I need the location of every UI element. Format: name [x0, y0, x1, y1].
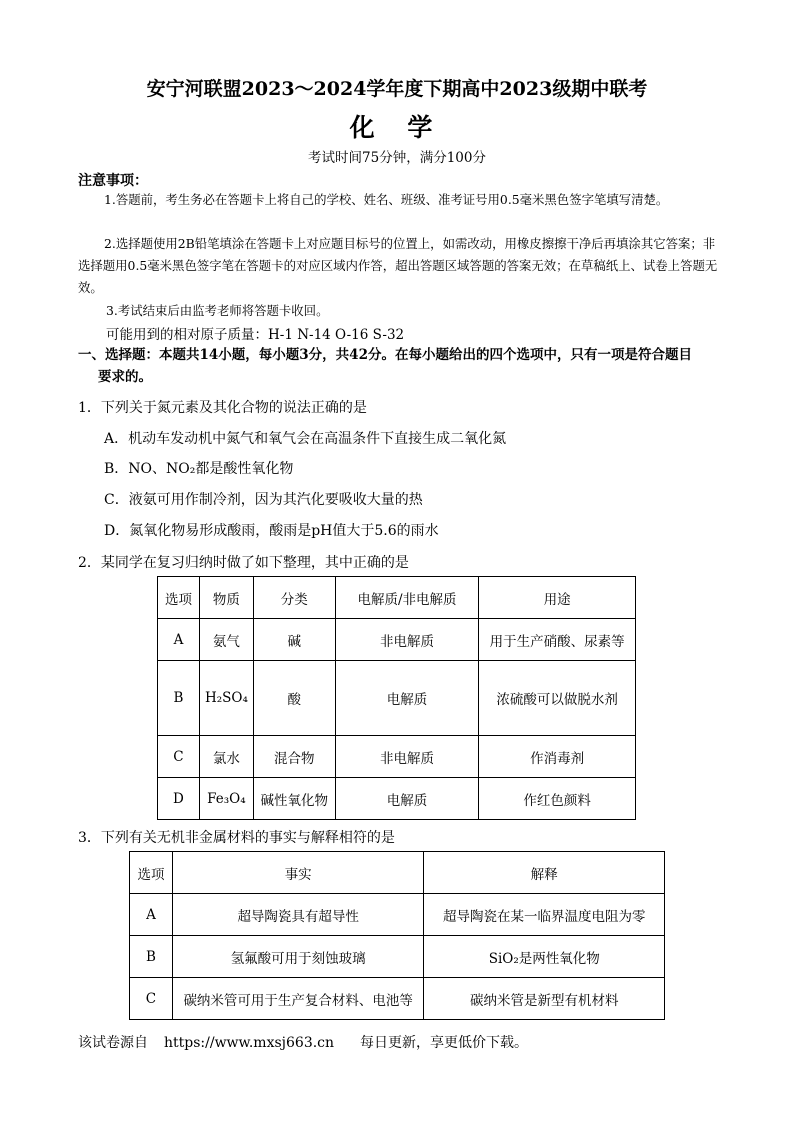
table-cell: 非电解质: [335, 736, 479, 778]
table-cell: C: [158, 736, 200, 778]
table-cell: 作红色颜料: [479, 778, 636, 820]
table-cell: A: [130, 894, 173, 936]
table-header-cell: 选项: [130, 852, 173, 894]
exam-time: 考试时间75分钟，满分100分: [308, 150, 486, 166]
section-1-heading: [78, 344, 726, 388]
q1-stem: 1．下列关于氮元素及其化合物的说法正确的是: [78, 400, 367, 416]
notice-item-3: 3.考试结束后由监考老师将答题卡收回。: [106, 303, 329, 318]
q1-option-c: C．液氨可用作制冷剂，因为其汽化要吸收大量的热: [104, 492, 423, 508]
table-header-cell: 选项: [158, 577, 200, 619]
q1-option-a: A．机动车发动机中氮气和氧气会在高温条件下直接生成二氧化氮: [104, 431, 507, 447]
table-cell: Fe₃O₄: [199, 778, 253, 820]
table-cell: A: [158, 619, 200, 661]
notice-item-1: 1.答题前，考生务必在答题卡上将自己的学校、姓名、班级、准考证号用0.5毫米黑色签字笔填写清楚。: [104, 192, 669, 207]
table-row: [158, 661, 636, 736]
table-cell: 电解质: [335, 778, 479, 820]
table-cell: 作消毒剂: [479, 736, 636, 778]
exam-title: 安宁河联盟2023～2024学年度下期高中2023级期中联考: [146, 78, 648, 100]
q2-stem: 2．某同学在复习归纳时做了如下整理，其中正确的是: [78, 555, 409, 571]
table-cell: H₂SO₄: [199, 661, 253, 736]
table-row: [130, 936, 665, 978]
table-cell: 氨气: [199, 619, 253, 661]
q2-table: [157, 576, 636, 820]
table-cell: 超导陶瓷在某一临界温度电阻为零: [424, 894, 665, 936]
section-1-text-cont: 要求的。: [98, 369, 152, 385]
table-cell: 碳纳米管是新型有机材料: [424, 978, 665, 1020]
table-cell: 超导陶瓷具有超导性: [172, 894, 424, 936]
q3-stem: 3．下列有关无机非金属材料的事实与解释相符的是: [78, 830, 395, 846]
notice-item-2: 2.选择题使用2B铅笔填涂在答题卡上对应题目标号的位置上，如需改动，用橡皮擦擦干净后再填涂其它答案；非选择题用0.5毫米黑色签字笔在答题卡的对应区域内作答，超出答题区域答题的答案无效；在草稿纸上、试卷上答题无效。: [78, 236, 718, 295]
table-cell: 碱: [253, 619, 335, 661]
subject-title: 化 学: [349, 113, 445, 142]
q1-option-d: D．氮氧化物易形成酸雨，酸雨是pH值大于5.6的雨水: [104, 523, 439, 539]
table-header-cell: 用途: [479, 577, 636, 619]
table-cell: 碱性氧化物: [253, 778, 335, 820]
table-cell: 氢氟酸可用于刻蚀玻璃: [172, 936, 424, 978]
table-header-cell: 解释: [424, 852, 665, 894]
q1-option-b: B．NO、NO₂都是酸性氧化物: [104, 461, 294, 477]
table-cell: 混合物: [253, 736, 335, 778]
footer-url-link[interactable]: https://www.mxsj663.cn: [164, 1035, 335, 1051]
table-cell: D: [158, 778, 200, 820]
table-row: [158, 736, 636, 778]
table-cell: 非电解质: [335, 619, 479, 661]
table-header-row: [130, 852, 665, 894]
table-header-cell: 电解质/非电解质: [335, 577, 479, 619]
q3-table: [129, 851, 665, 1020]
table-cell: B: [158, 661, 200, 736]
table-header-cell: 事实: [172, 852, 424, 894]
section-1-label: 一、选择题：: [78, 347, 159, 363]
table-cell: 用于生产硝酸、尿素等: [479, 619, 636, 661]
notice-heading: 注意事项：: [78, 173, 148, 189]
atomic-masses: 可能用到的相对原子质量：H-1 N-14 O-16 S-32: [106, 327, 405, 343]
table-row: [158, 619, 636, 661]
table-cell: B: [130, 936, 173, 978]
table-row: [158, 778, 636, 820]
table-cell: 浓硫酸可以做脱水剂: [479, 661, 636, 736]
table-row: [130, 978, 665, 1020]
footer-source: 该试卷源自: [78, 1035, 148, 1051]
table-header-row: [158, 577, 636, 619]
footer: [78, 1032, 528, 1052]
table-header-cell: 物质: [199, 577, 253, 619]
footer-slogan: 每日更新，享更低价下载。: [360, 1035, 529, 1051]
section-1-text: 本题共14小题，每小题3分，共42分。在每小题给出的四个选项中，只有一项是符合题目: [159, 347, 692, 363]
table-cell: 碳纳米管可用于生产复合材料、电池等: [172, 978, 424, 1020]
table-cell: 酸: [253, 661, 335, 736]
table-cell: C: [130, 978, 173, 1020]
table-row: [130, 894, 665, 936]
table-cell: SiO₂是两性氧化物: [424, 936, 665, 978]
table-cell: 氯水: [199, 736, 253, 778]
table-header-cell: 分类: [253, 577, 335, 619]
table-cell: 电解质: [335, 661, 479, 736]
